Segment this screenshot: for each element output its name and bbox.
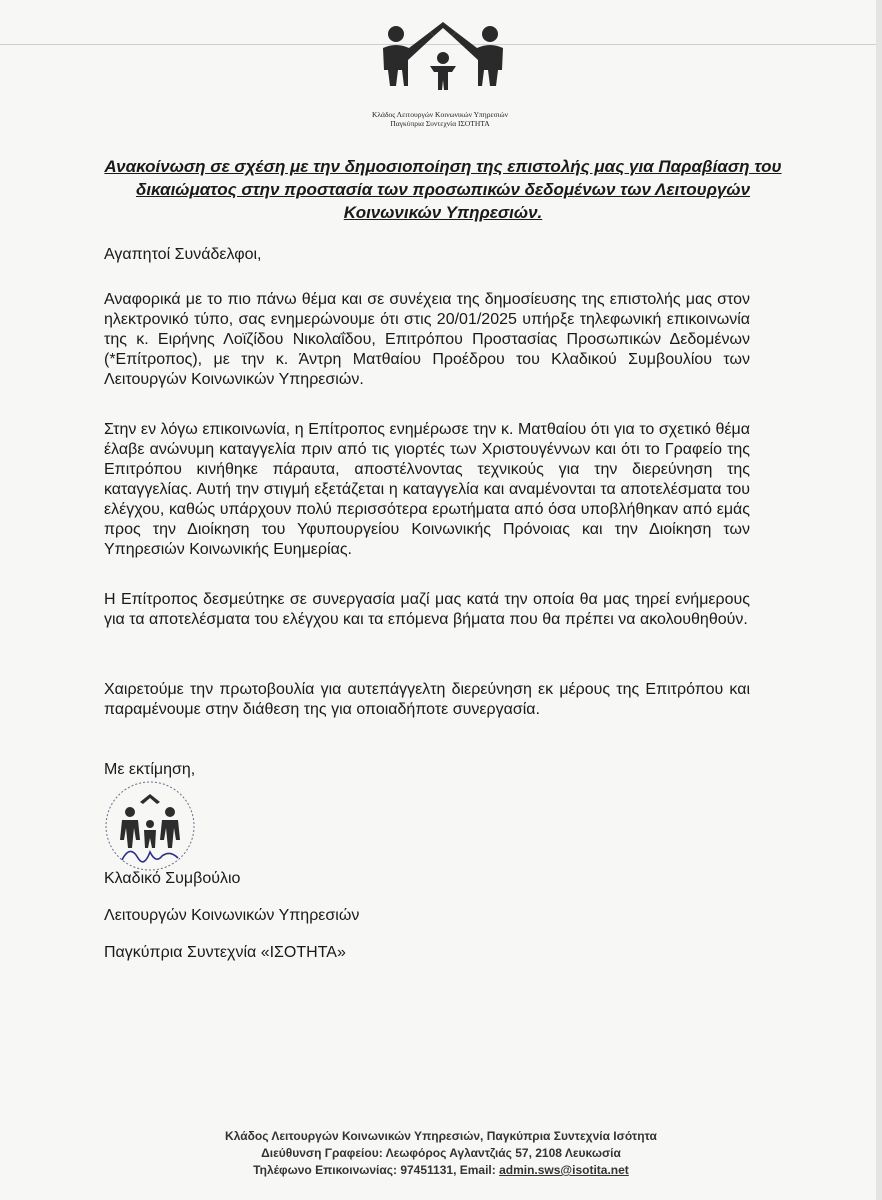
page-edge (876, 0, 882, 1200)
signature-line-1: Κλαδικό Συμβούλιο (104, 870, 241, 887)
logo-caption-line2: Παγκύπρια Συντεχνία ΙΣΟΤΗΤΑ (390, 119, 490, 128)
family-house-logo-icon (378, 14, 508, 114)
logo-caption-line1: Κλάδος Λειτουργών Κοινωνικών Υπηρεσιών (371, 110, 508, 119)
paragraph-4: Χαιρετούμε την πρωτοβουλία για αυτεπάγγελτη διερεύνηση εκ μέρους της Επιτρόπου και παραμένουμε στην διάθεση της για οποιαδήποτε συνεργασία. (104, 681, 750, 718)
footer-phone-text: Τηλέφωνο Επικοινωνίας: 97451131, Email: (253, 1163, 500, 1177)
signature-line-2: Λειτουργών Κοινωνικών Υπηρεσιών (104, 907, 360, 924)
closing: Με εκτίμηση, (104, 761, 196, 778)
footer-line-1: Κλάδος Λειτουργών Κοινωνικών Υπηρεσιών, Παγκύπρια Συντεχνία Ισότητα (225, 1129, 657, 1143)
footer-line-3 (0, 1162, 882, 1179)
paragraph-2: Στην εν λόγω επικοινωνία, η Επίτροπος ενημέρωσε την κ. Ματθαίου ότι για το σχετικό θέμα έλαβε ανώνυμη καταγγελία πριν από τις γιορτές των Χριστουγέννων και ότι το Γραφείο της Επιτρόπου κινήθηκε πάραυτα, αποστέλνοντας τεχνικούς για την διερεύνηση της καταγγελίας. Αυτή την στιγμή εξετάζεται η καταγγελία και αναμένονται τα αποτελέσματα του ελέγχου, καθώς υπάρχουν πολύ περισσότερα ερωτήματα από όσα υποβλήθηκαν από εμάς προς την Διοίκηση του Υφυπουργείου Κοινωνικής Πρόνοιας και την Διοίκηση των Υπηρεσιών Κοινωνικής Ευημερίας. (104, 421, 750, 558)
signature-line-3: Παγκύπρια Συντεχνία «ΙΣΟΤΗΤΑ» (104, 944, 346, 961)
organization-stamp-icon (100, 778, 200, 874)
paragraph-3: Η Επίτροπος δεσμεύτηκε σε συνεργασία μαζί μας κατά την οποία θα μας τηρεί ενήμερους για τα αποτελέσματα του ελέγχου και τα επόμενα βήματα που θα πρέπει να ακολουθηθούν. (104, 591, 750, 628)
footer-email-link[interactable]: admin.sws@isotita.net (499, 1163, 629, 1177)
paragraph-1: Αναφορικά με το πιο πάνω θέμα και σε συνέχεια της δημοσίευσης της επιστολής μας στον ηλεκτρονικό τύπο, σας ενημερώνουμε ότι στις 20/01/2025 υπήρξε τηλεφωνική επικοινωνία της κ. Ειρήνης Λοϊζίδου Νικολαΐδου, Επιτρόπου Προστασίας Προσωπικών Δεδομένων (*Επίτροπος), με την κ. Άντρη Ματθαίου Προέδρου του Κλαδικού Συμβουλίου των Λειτουργών Κοινωνικών Υπηρεσιών. (104, 291, 750, 388)
greeting: Αγαπητοί Συνάδελφοι, (104, 246, 262, 263)
page-title: Ανακοίνωση σε σχέση με την δημοσιοποίηση της επιστολής μας για Παραβίαση του δικαιώματος στην προστασία των προσωπικών δεδομένων των Λειτουργών Κοινωνικών Υπηρεσιών. (104, 157, 782, 222)
footer-line-2: Διεύθυνση Γραφείου: Λεωφόρος Αγλαντζιάς 57, 2108 Λευκωσία (261, 1146, 621, 1160)
